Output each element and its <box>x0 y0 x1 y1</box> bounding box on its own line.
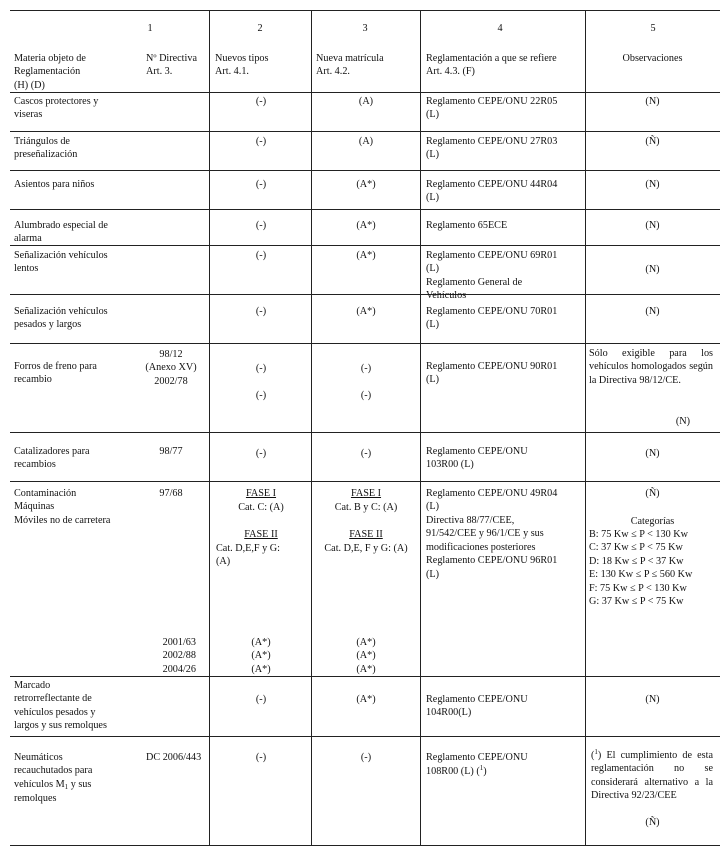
header-nueva-matricula: Nueva matrícula Art. 4.2. <box>316 53 384 78</box>
row-observaciones-code: (Ñ) <box>645 817 660 828</box>
row-directiva: 97/68 <box>159 488 183 499</box>
row-reglamentacion: Reglamento CEPE/ONU 27R03 (L) <box>426 136 558 161</box>
sub-directivas: 2001/63 2002/88 2004/26 <box>162 637 196 675</box>
row-reglamentacion: Reglamento CEPE/ONU 44R04 (L) <box>426 179 558 204</box>
footnote-marker: 1 <box>594 748 598 756</box>
row-materia: Contaminación Máquinas Móviles no de carretera <box>14 488 111 526</box>
row-observaciones: Sólo exigible para los vehículos homologados según la Directiva 98/12/CE. <box>589 348 713 386</box>
column-divider <box>311 10 312 846</box>
row-nueva-matricula: (A*) <box>356 694 376 705</box>
row-divider <box>10 170 720 171</box>
row-nuevos-tipos: (-) <box>255 448 267 459</box>
row-nueva-matricula: (A*) <box>356 179 376 190</box>
row-nueva-matricula: (A*) <box>356 220 376 231</box>
fase-label: FASE I <box>350 488 382 499</box>
categories-title: Categorías <box>630 516 675 527</box>
row-reglamentacion: Reglamento CEPE/ONU 49R04 (L) Directiva 88/77/CEE, 91/542/CEE y 96/1/CE y sus modificaciones posteriores Reglamento CEPE/ONU 96R01 (L) <box>426 488 558 580</box>
column-divider <box>420 10 421 846</box>
row-reglamentacion: Reglamento CEPE/ONU 90R01 (L) <box>426 361 558 386</box>
categories-list: B: 75 Kw ≤ P < 130 Kw C: 37 Kw ≤ P < 75 Kw D: 18 Kw ≤ P < 37 Kw E: 130 Kw ≤ P ≤ 560 Kw F: 75 Kw ≤ P < 130 Kw G: 37 Kw ≤ P < 75 Kw <box>589 529 693 608</box>
fase-value: Cat. C: (A) <box>238 502 284 513</box>
row-nueva-matricula: (A*) <box>356 306 376 317</box>
footnote-text: ) El cumplimiento de esta reglamentación no se considerará alternativo a la Directiva 92/23/CEE <box>591 750 713 802</box>
materia-text: Neumáticos recauchutados para vehículos M <box>14 752 93 790</box>
row-materia: Catalizadores para recambios <box>14 446 90 471</box>
row-observaciones: (N) <box>645 694 660 705</box>
row-nueva-matricula: (-) <box>360 448 372 459</box>
column-number: 3 <box>362 23 368 34</box>
row-observaciones-code: (N) <box>675 416 690 427</box>
row-nuevos-tipos: (-) <box>255 306 267 317</box>
row-reglamentacion: Reglamento CEPE/ONU 104R00(L) <box>426 694 528 719</box>
fase-value: Cat. B y C: (A) <box>334 502 398 513</box>
row-nuevos-tipos: (-) (-) <box>255 363 267 401</box>
row-nuevos-tipos: (-) <box>255 694 267 705</box>
row-nueva-matricula: (A) <box>358 136 374 147</box>
row-divider <box>10 343 720 344</box>
materia-text: y sus remolques <box>14 778 92 805</box>
row-divider <box>10 294 720 295</box>
row-divider <box>10 131 720 132</box>
header-reglamentacion: Reglamentación a que se refiere Art. 4.3. (F) <box>426 53 557 78</box>
row-directiva: 98/12 (Anexo XV) 2002/78 <box>145 349 197 387</box>
fase-value: Cat. D,E,F y G: (A) <box>216 543 280 568</box>
row-nueva-matricula: (A*) <box>356 250 376 261</box>
sub-nueva-matricula: (A*) (A*) (A*) <box>356 637 376 675</box>
row-observaciones: (Ñ) <box>645 136 660 147</box>
row-materia: Cascos protectores y viseras <box>14 96 99 121</box>
row-nuevos-tipos: (-) <box>255 96 267 107</box>
fase-value: Cat. D,E, F y G: (A) <box>324 543 408 554</box>
header-nuevos-tipos: Nuevos tipos Art. 4.1. <box>215 53 269 78</box>
row-directiva: DC 2006/443 <box>146 752 202 763</box>
column-number: 2 <box>257 23 263 34</box>
row-nuevos-tipos: (-) <box>255 752 267 763</box>
fase-label: FASE II <box>349 529 383 540</box>
row-reglamentacion: Reglamento CEPE/ONU 22R05 (L) <box>426 96 558 121</box>
row-materia: Señalización vehículos lentos <box>14 250 108 275</box>
row-observaciones: (N) <box>645 306 660 317</box>
row-divider <box>10 209 720 210</box>
table-border-top <box>10 10 720 11</box>
row-reglamentacion: Reglamento 65ECE <box>426 220 508 231</box>
row-materia: Alumbrado especial de alarma <box>14 220 108 245</box>
column-divider <box>585 10 586 846</box>
row-nuevos-tipos: (-) <box>255 250 267 261</box>
row-nuevos-tipos: (-) <box>255 179 267 190</box>
row-divider <box>10 736 720 737</box>
row-divider <box>10 432 720 433</box>
row-reglamentacion: Reglamento CEPE/ONU 69R01 (L) Reglamento General de Vehículos <box>426 250 558 302</box>
row-observaciones: (N) <box>645 220 660 231</box>
row-nuevos-tipos: (-) <box>255 220 267 231</box>
row-nueva-matricula: (-) <box>360 752 372 763</box>
row-directiva: 98/77 <box>159 446 183 457</box>
row-observaciones: (N) <box>645 264 660 275</box>
row-reglamentacion <box>426 751 584 779</box>
regl-text: Reglamento CEPE/ONU 108R00 (L) ( <box>426 752 528 778</box>
column-number: 5 <box>650 23 656 34</box>
footnote-marker: 1 <box>479 764 484 773</box>
row-materia: Triángulos de preseñalización <box>14 136 78 161</box>
sub-nuevos-tipos: (A*) (A*) (A*) <box>251 637 271 675</box>
row-observaciones: (N) <box>645 448 660 459</box>
fase-label: FASE II <box>244 529 278 540</box>
row-materia: Asientos para niños <box>14 179 95 190</box>
row-materia: Marcado retrorreflectante de vehículos pesados y largos y sus remolques <box>14 680 107 732</box>
header-directiva: Nº Directiva Art. 3. <box>146 53 197 78</box>
subscript: 1 <box>64 782 69 791</box>
row-nuevos-tipos: (-) <box>255 136 267 147</box>
row-materia <box>14 751 139 806</box>
table-border-bottom <box>10 845 720 846</box>
row-divider <box>10 481 720 482</box>
row-reglamentacion: Reglamento CEPE/ONU 103R00 (L) <box>426 446 528 471</box>
column-number: 1 <box>147 23 153 34</box>
row-nueva-matricula: (A) <box>358 96 374 107</box>
row-reglamentacion: Reglamento CEPE/ONU 70R01 (L) <box>426 306 558 331</box>
fase-label: FASE I <box>245 488 277 499</box>
row-observaciones: (Ñ) <box>645 488 660 499</box>
column-divider <box>209 10 210 846</box>
regl-text: ) <box>483 766 487 778</box>
row-materia: Señalización vehículos pesados y largos <box>14 306 108 331</box>
row-materia: Forros de freno para recambio <box>14 361 97 386</box>
row-observaciones: (N) <box>645 179 660 190</box>
row-observaciones: (N) <box>645 96 660 107</box>
header-observaciones: Observaciones <box>622 53 683 64</box>
header-materia: Materia objeto de Reglamentación (H) (D) <box>14 53 86 91</box>
row-observaciones: ($^1$) El cumplimiento de esta reglamentación no se considerará alternativo a la Directiva 92/23/CEE <box>591 748 713 802</box>
column-number: 4 <box>497 23 503 34</box>
row-nueva-matricula: (-) (-) <box>360 363 372 401</box>
